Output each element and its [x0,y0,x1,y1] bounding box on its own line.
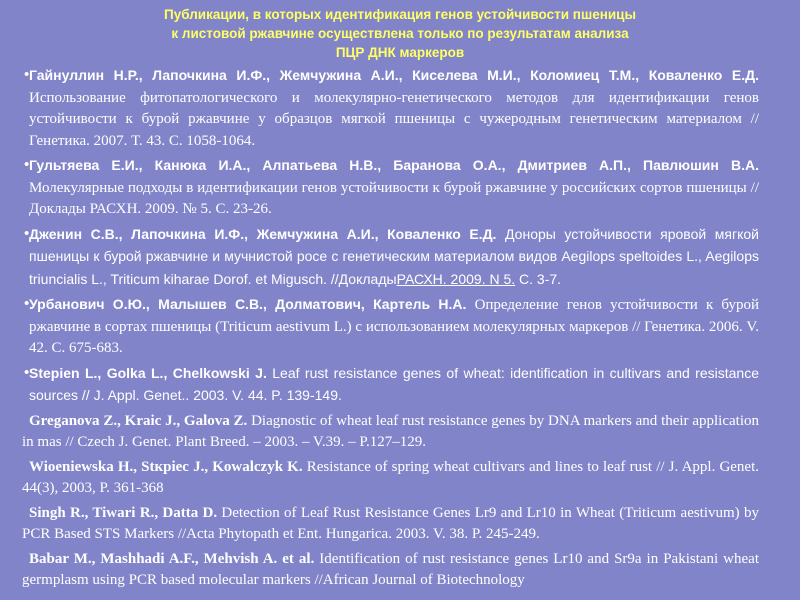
reference-link[interactable]: РАСХН. 2009. N 5. [396,270,516,287]
reference-authors: Babar M., Mashhadi A.F., Mehvish A. et al. [29,550,315,567]
reference-text: Использование фитопатологического и молекулярно-генетического методов для идентификации генов устойчивости к бурой ржавчине у образцов мягкой пшеницы с чужеродным генетическим материалом // Генетика. 2007. Т. 43. С. 1058-1064. [29,89,759,149]
reference-authors: Урбанович О.Ю., Малышев С.В., Долматович, Картель Н.А. [29,296,467,312]
reference-authors: Гультяева Е.И., Канюка И.А., Алпатьева Н.В., Баранова О.А., Дмитриев А.П., Павлюшин В.А. [29,157,759,173]
reference-text: Молекулярные подходы в идентификации генов устойчивости к бурой ржавчине у российских сортов пшеницы // Доклады РАСХН. 2009. № 5. С. 23-26. [29,179,759,217]
reference-authors: Stepien L., Golka L., Chelkowski J. [29,364,267,381]
reference-item [0,294,800,360]
reference-text: Доноры устойчивости яровой мягкой пшеницы к бурой ржавчине и мучнистой росе с генетическим материалом видов Aegilops speltoides L., Aegilops triuncialis L., Triticum kiharae Dorof. et Migusch. //Доклады [29,225,759,287]
reference-authors: Greganova Z., Kraic J., Galova Z. [29,412,248,429]
title-line-2: к листовой ржавчине осуществлена только по результатам анализа [171,26,629,41]
reference-item [0,457,800,500]
reference-authors: Гайнуллин Н.Р., Лапочкина И.Ф., Жемчужина А.И., Киселева М.И., Коломиец Т.М., Коваленко Е.Д. [29,67,759,83]
reference-list [0,65,800,595]
title-line-3: ПЦР ДНК маркеров [335,45,465,60]
reference-authors: Дженин С.В., Лапочкина И.Ф., Жемчужина А.И., Коваленко Е.Д. [29,225,497,242]
reference-authors: Singh R., Tiwari R., Datta D. [29,504,218,521]
reference-text: Identification of rust resistance genes Lr10 and Sr9a in Pakistani wheat germplasm using PCR based molecular markers //African Journal of Biotechnology [22,550,759,588]
reference-authors: Wioeniewska H., Stкpiec J., Kowalczyk K. [29,458,303,475]
reference-text: Определение генов устойчивости к бурой ржавчине в сортах пшеницы (Triticum aestivum L.) с использованием молекулярных маркеров // Генетика. 2006. V. 42. С. 675-683. [29,297,759,356]
reference-item [0,503,800,546]
reference-text: Diagnostic of wheat leaf rust resistance genes by DNA markers and their application in mas // Czech J. Genet. Plant Breed. – 2003. – V.39. – P.127–129. [22,412,759,450]
reference-item [0,155,800,221]
slide-title [0,5,800,62]
title-line-1: Публикации, в которых идентификация генов устойчивости пшеницы [164,7,636,22]
reference-text: Leaf rust resistance genes of wheat: identification in cultivars and resistance sources // J. Appl. Genet.. 2003. V. 44. P. 139-149. [29,364,759,403]
reference-item [0,549,800,592]
reference-item [0,411,800,454]
reference-text-end: С. 3-7. [515,270,562,287]
reference-text: Detection of Leaf Rust Resistance Genes Lr9 and Lr10 in Wheat (Triticum aestivum) by PCR Based STS Markers //Acta Phytopath et Ent. Hungarica. 2003. V. 38. P. 245-249. [22,504,759,542]
reference-item [0,65,800,152]
reference-item [0,363,800,408]
reference-text: Resistance of spring wheat cultivars and lines to leaf rust // J. Appl. Genet. 44(3), 2003, P. 361-368 [22,458,760,496]
reference-item [0,224,800,292]
